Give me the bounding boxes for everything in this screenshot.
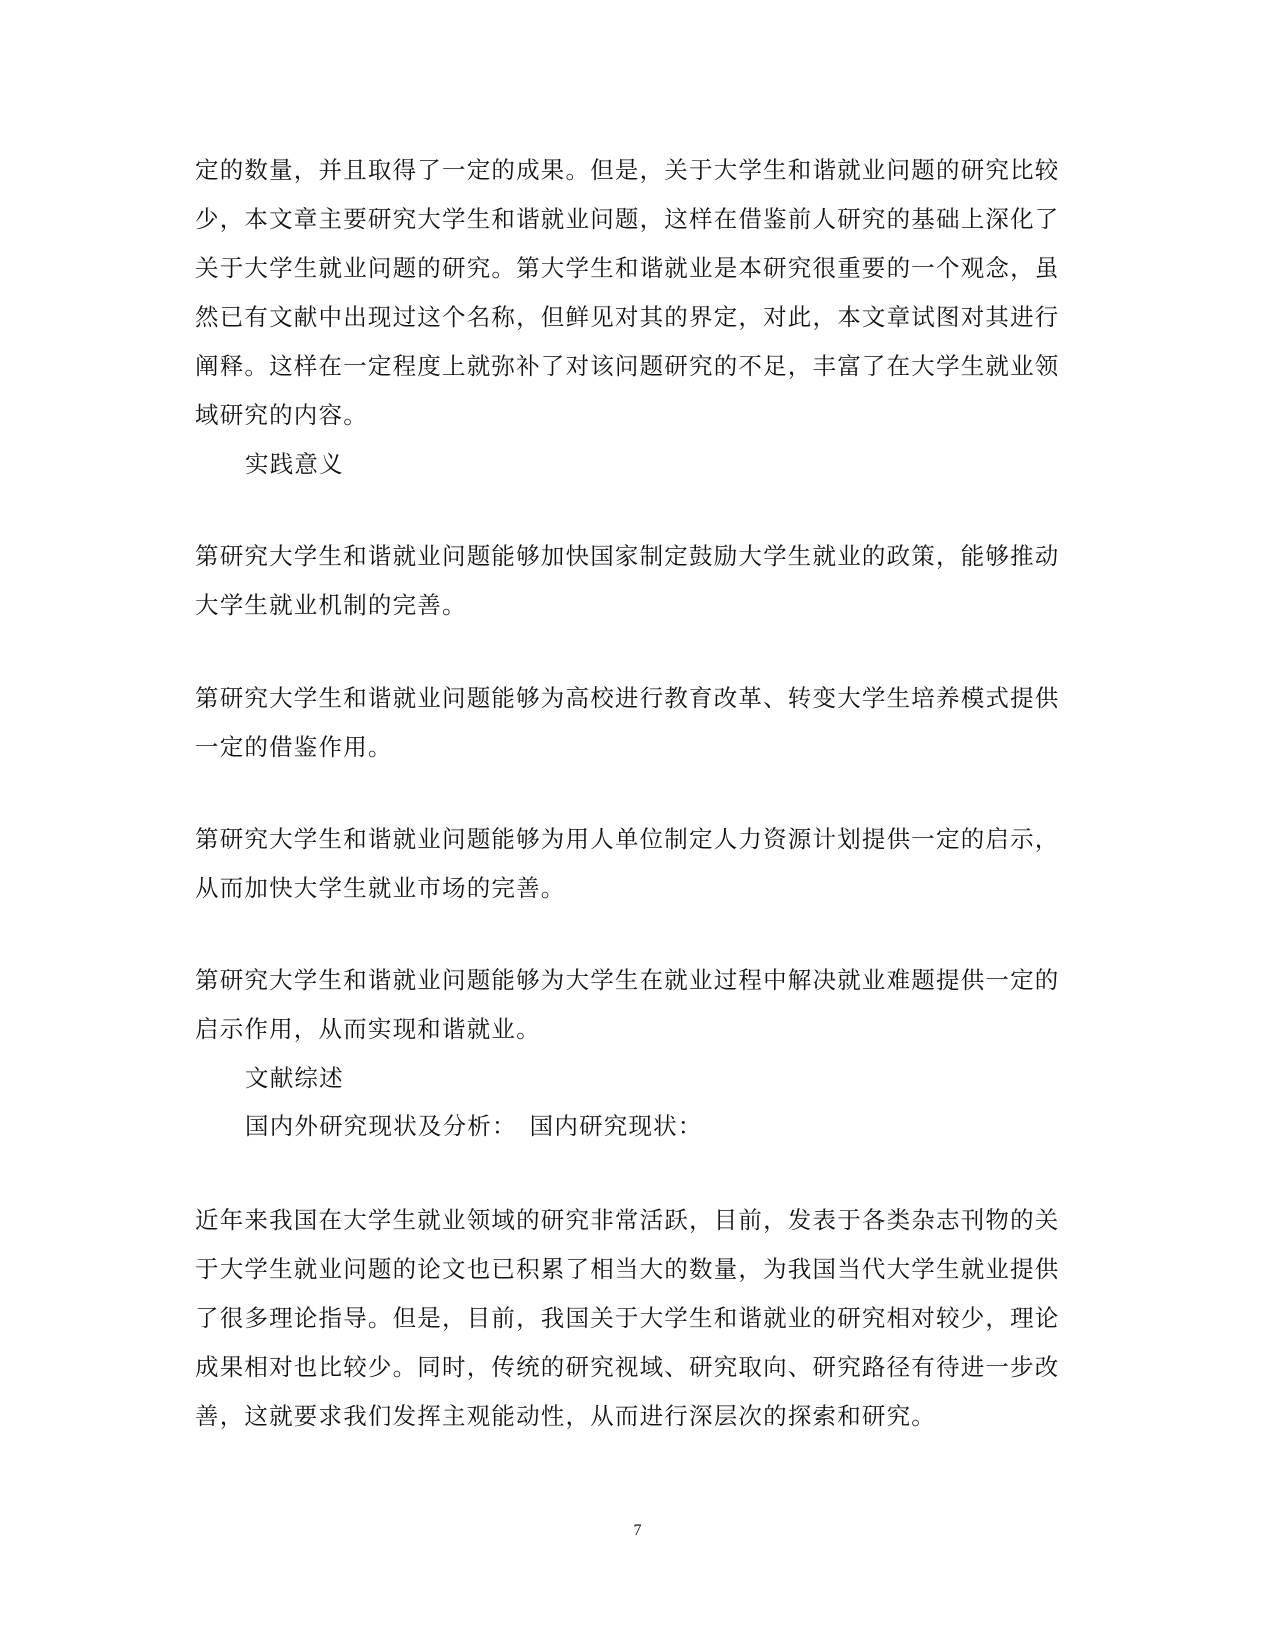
paragraph-line: 善，这就要求我们发挥主观能动性，从而进行深层次的探索和研究。 bbox=[195, 1402, 936, 1430]
page-number: 7 bbox=[633, 1522, 642, 1539]
paragraph-line: 近年来我国在大学生就业领域的研究非常活跃，目前，发表于各类杂志刊物的关 bbox=[195, 1206, 1060, 1234]
paragraph-line: 从而加快大学生就业市场的完善。 bbox=[195, 874, 566, 902]
paragraph-line: 阐释。这样在一定程度上就弥补了对该问题研究的不足，丰富了在大学生就业领 bbox=[195, 352, 1060, 380]
paragraph-line: 定的数量，并且取得了一定的成果。但是，关于大学生和谐就业问题的研究比较 bbox=[195, 156, 1060, 184]
paragraph-line: 启示作用，从而实现和谐就业。 bbox=[195, 1015, 541, 1043]
paragraph-theoretical-significance bbox=[195, 146, 1075, 440]
heading-research-status: 国内外研究现状及分析： 国内研究现状： bbox=[245, 1112, 703, 1140]
heading-literature-review: 文献综述 bbox=[245, 1064, 344, 1092]
paragraph-line: 第研究大学生和谐就业问题能够为用人单位制定人力资源计划提供一定的启示， bbox=[195, 825, 1060, 853]
paragraph-practice-4 bbox=[195, 956, 1075, 1054]
paragraph-line: 了很多理论指导。但是，目前，我国关于大学生和谐就业的研究相对较少，理论 bbox=[195, 1304, 1060, 1332]
heading-practical-significance: 实践意义 bbox=[245, 450, 344, 478]
paragraph-line: 关于大学生就业问题的研究。第大学生和谐就业是本研究很重要的一个观念，虽 bbox=[195, 254, 1060, 282]
paragraph-line: 成果相对也比较少。同时，传统的研究视域、研究取向、研究路径有待进一步改 bbox=[195, 1353, 1060, 1381]
paragraph-practice-1 bbox=[195, 532, 1075, 630]
paragraph-practice-3 bbox=[195, 815, 1075, 913]
paragraph-line: 第研究大学生和谐就业问题能够加快国家制定鼓励大学生就业的政策，能够推动 bbox=[195, 542, 1060, 570]
paragraph-line: 第研究大学生和谐就业问题能够为高校进行教育改革、转变大学生培养模式提供 bbox=[195, 684, 1060, 712]
paragraph-line: 第研究大学生和谐就业问题能够为大学生在就业过程中解决就业难题提供一定的 bbox=[195, 966, 1060, 994]
paragraph-line: 一定的借鉴作用。 bbox=[195, 733, 393, 761]
paragraph-line: 然已有文献中出现过这个名称，但鲜见对其的界定，对此，本文章试图对其进行 bbox=[195, 303, 1060, 331]
paragraph-domestic-research bbox=[195, 1196, 1075, 1441]
paragraph-line: 大学生就业机制的完善。 bbox=[195, 591, 467, 619]
paragraph-line: 于大学生就业问题的论文也已积累了相当大的数量，为我国当代大学生就业提供 bbox=[195, 1255, 1060, 1283]
paragraph-line: 少，本文章主要研究大学生和谐就业问题，这样在借鉴前人研究的基础上深化了 bbox=[195, 205, 1060, 233]
paragraph-practice-2 bbox=[195, 674, 1075, 772]
paragraph-line: 域研究的内容。 bbox=[195, 401, 368, 429]
